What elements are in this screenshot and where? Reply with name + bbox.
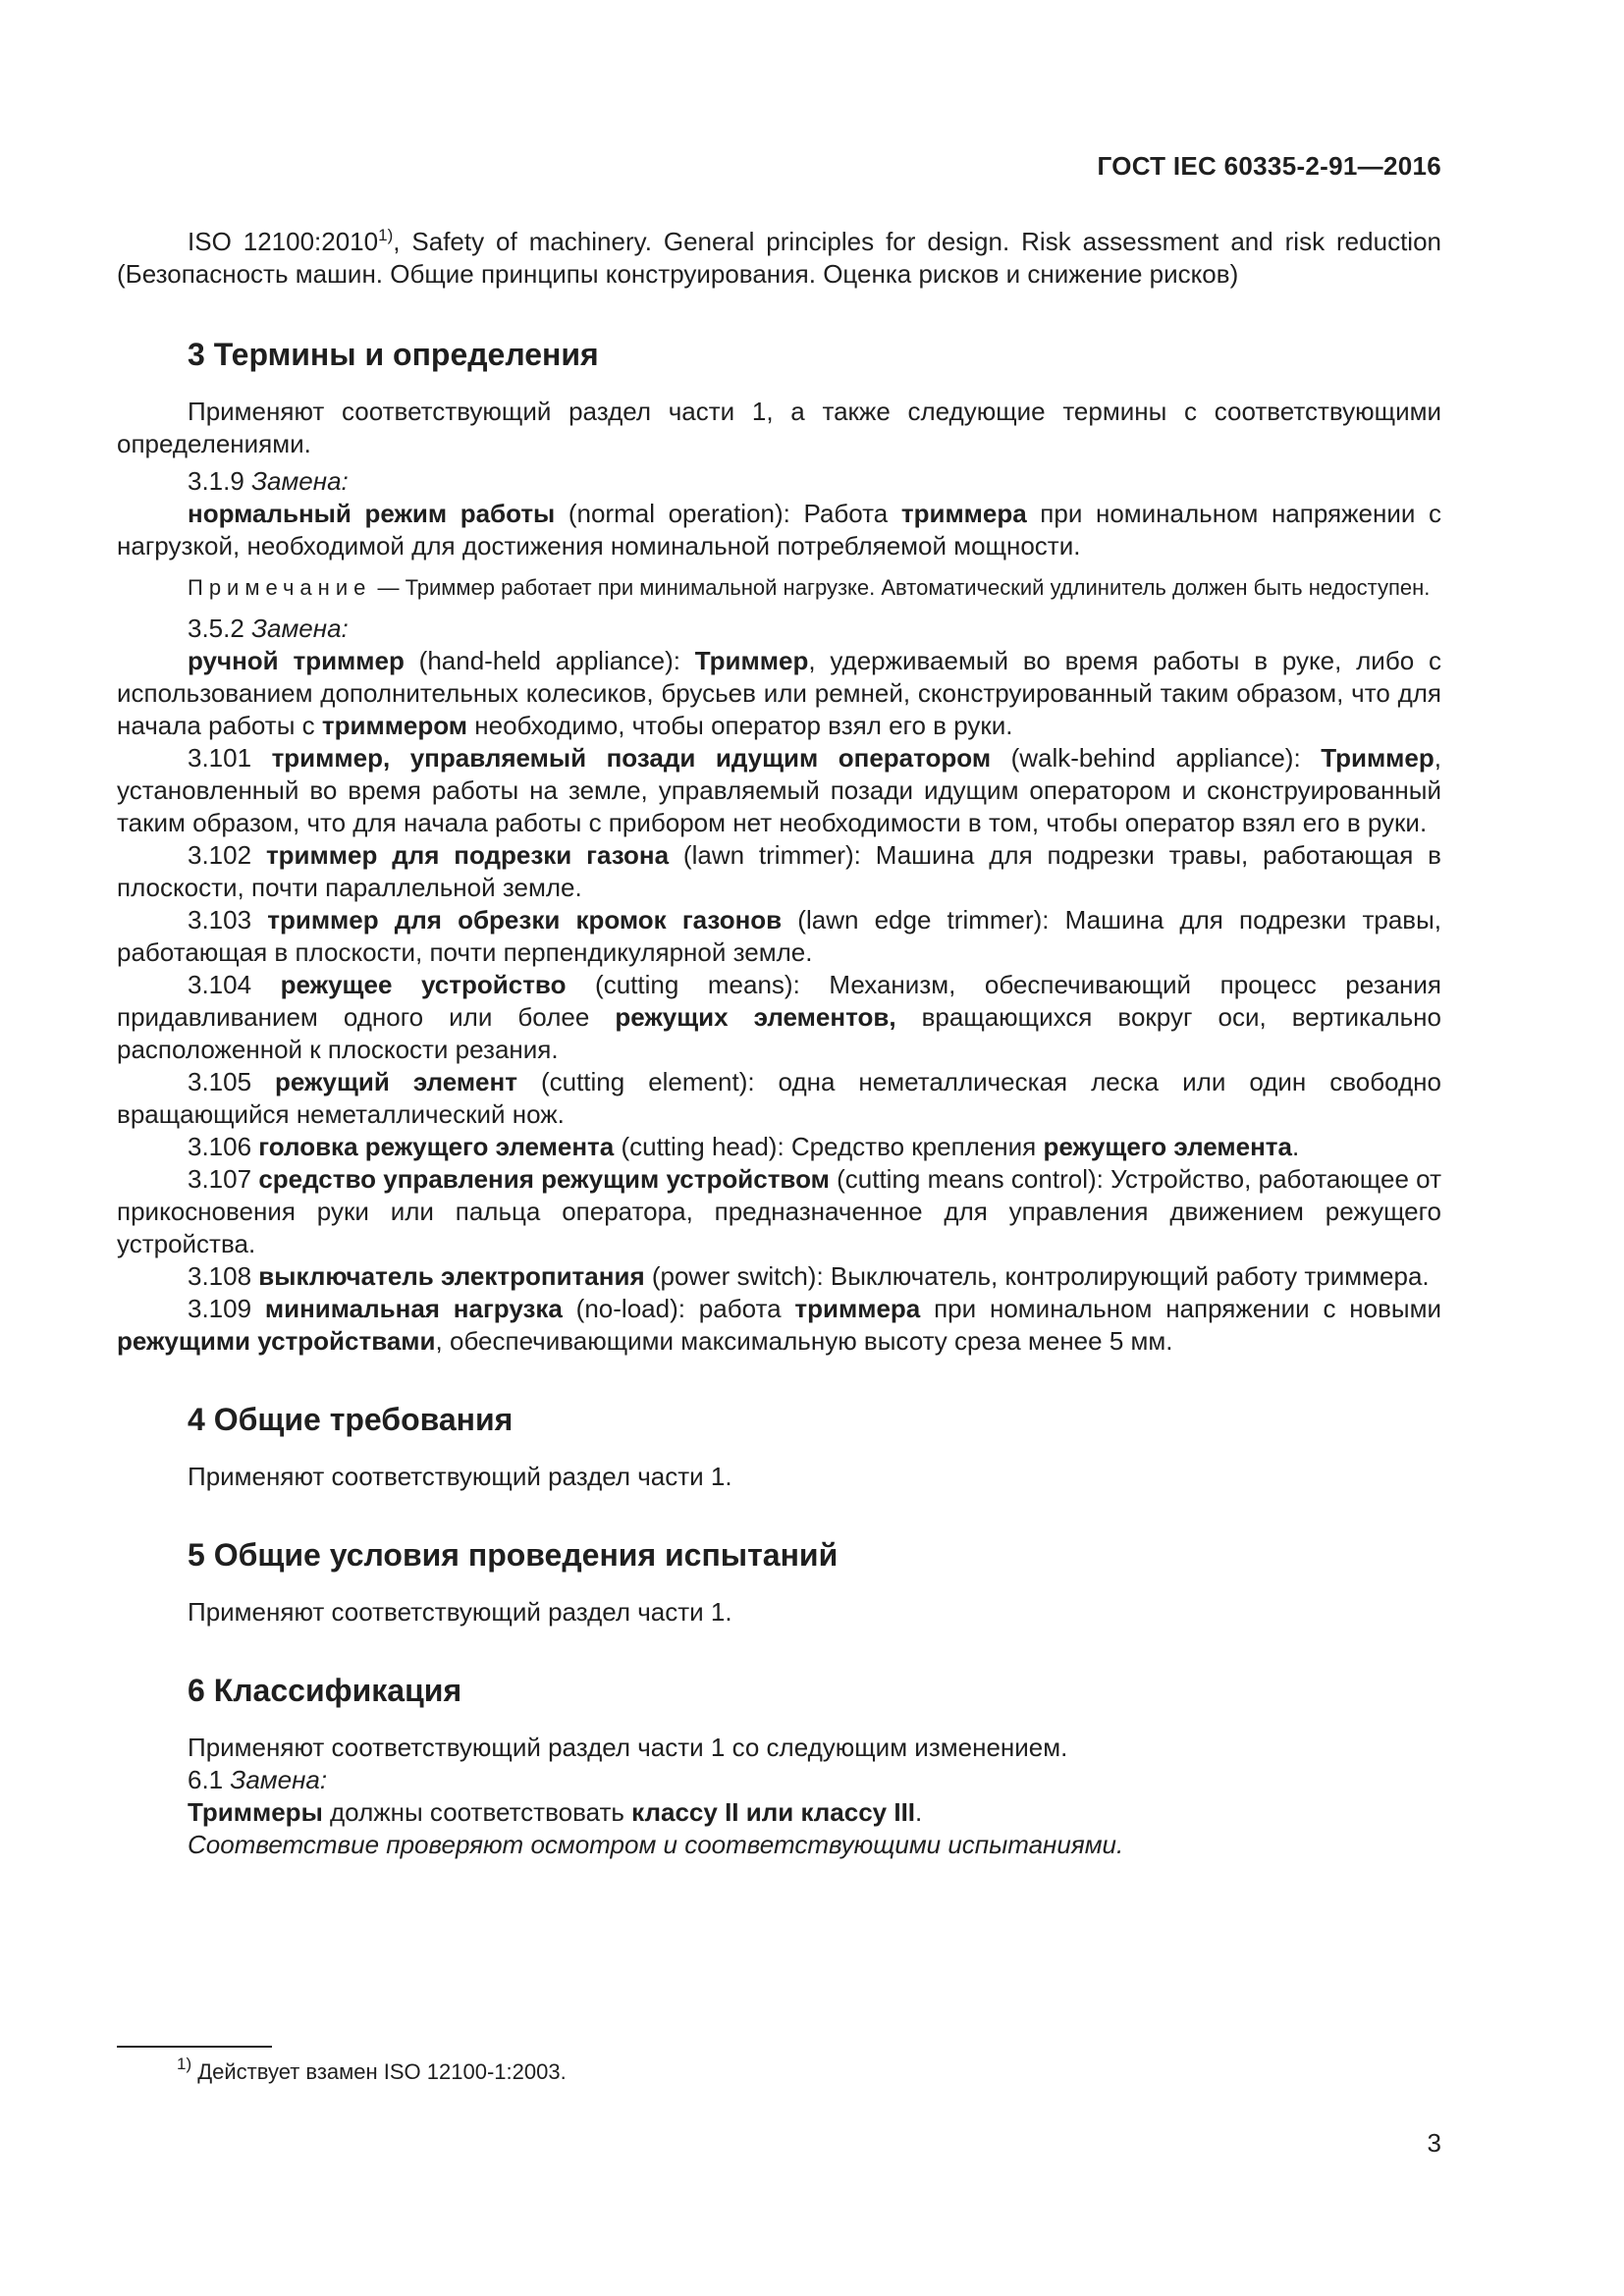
term-3-106: 3.106 головка режущего элемента (cutting head): Средство крепления режущего элемента. bbox=[188, 1132, 1300, 1161]
term-3-5-2: ручной триммер (hand-held appliance): Триммер, удерживаемый во время работы в руке, либо с использованием дополнительных колесиков, брусьев или ремней, сконструированный таким образом, что для начала работы с триммером необходимо, чтобы оператор взял его в руки. bbox=[117, 646, 1441, 740]
term-3-103: 3.103 триммер для обрезки кромок газонов (lawn edge trimmer): Машина для подрезки травы, работающая в плоскости, почти перпендикулярной земле. bbox=[117, 905, 1442, 967]
page-content bbox=[117, 226, 1441, 1861]
note: Примечание — Триммер работает при минимальной нагрузке. Автоматический удлинитель должен быть недоступен. bbox=[188, 575, 1431, 600]
term-3-102: 3.102 триммер для подрезки газона (lawn trimmer): Машина для подрезки травы, работающая в плоскости, почти параллельной земле. bbox=[117, 840, 1441, 902]
section-4-text: Применяют соответствующий раздел части 1. bbox=[188, 1462, 732, 1491]
section-4-heading: 4 Общие требования bbox=[188, 1402, 514, 1437]
section-5-heading: 5 Общие условия проведения испытаний bbox=[188, 1537, 839, 1573]
note-label: Примечание bbox=[188, 575, 372, 600]
term-3-105: 3.105 режущий элемент (cutting element): одна неметаллическая леска или один свободно вращающийся неметаллический нож. bbox=[117, 1067, 1441, 1129]
footnote: $^{1)}$ Действует взамен ISO 12100-1:2003. bbox=[177, 2055, 567, 2084]
term-3-109: 3.109 минимальная нагрузка (no-load): работа триммера при номинальном напряжении с новыми режущими устройствами, обеспечивающими максимальную высоту среза менее 5 мм. bbox=[117, 1294, 1442, 1356]
term-3-101: 3.101 триммер, управляемый позади идущим оператором (walk-behind appliance): Триммер, установленный во время работы на земле, управляемый позади идущим оператором и сконструированный таким образом, что для начала работы с прибором нет необходимости в том, чтобы оператор взял его в руки. bbox=[117, 743, 1441, 837]
page-number: 3 bbox=[1427, 2128, 1441, 2158]
term-3-1-9: нормальный режим работы (normal operation): Работа триммера при номинальном напряжении с нагрузкой, необходимой для достижения номинальной потребляемой мощности. bbox=[117, 499, 1441, 561]
clause-6-1-label: 6.1 Замена: bbox=[188, 1765, 328, 1794]
footnote-ref: 1) bbox=[378, 226, 394, 244]
term-3-5-2-label: 3.5.2 Замена: bbox=[188, 614, 349, 643]
section-6-text: Применяют соответствующий раздел части 1 со следующим изменением. bbox=[188, 1733, 1068, 1762]
section-3-intro: Применяют соответствующий раздел части 1, а также следующие термины с соответствующими определениями. bbox=[117, 397, 1441, 458]
term-3-108: 3.108 выключатель электропитания (power switch): Выключатель, контролирующий работу триммера. bbox=[188, 1261, 1430, 1291]
page-header: ГОСТ IEC 60335-2-91—2016 bbox=[1097, 151, 1441, 181]
clause-6-1: Триммеры должны соответствовать классу II или классу III. bbox=[188, 1797, 923, 1827]
reference-iso-12100: ISO 12100:2010$^{1)}$, Safety of machinery. General principles for design. Risk assessment and risk reduction (Безопасность машин. Общие принципы конструирования. Оценка рисков и снижение рисков) bbox=[117, 226, 1441, 289]
term-3-104: 3.104 режущее устройство (cutting means): Механизм, обеспечивающий процесс резания придавливанием одного или более режущих элементов, вращающихся вокруг оси, вертикально расположенной к плоскости резания. bbox=[117, 970, 1441, 1064]
section-3-heading: 3 Термины и определения bbox=[188, 337, 599, 372]
term-3-107: 3.107 средство управления режущим устройством (cutting means control): Устройство, работающее от прикосновения руки или пальца оператора, предназначенное для управления движением режущего устройства. bbox=[117, 1164, 1441, 1258]
footnote-divider bbox=[117, 2046, 272, 2048]
section-5-text: Применяют соответствующий раздел части 1. bbox=[188, 1597, 732, 1627]
section-6-heading: 6 Классификация bbox=[188, 1673, 462, 1708]
term-3-1-9-label: 3.1.9 Замена: bbox=[188, 466, 349, 496]
compliance-statement: Соответствие проверяют осмотром и соответствующими испытаниями. bbox=[188, 1830, 1124, 1859]
